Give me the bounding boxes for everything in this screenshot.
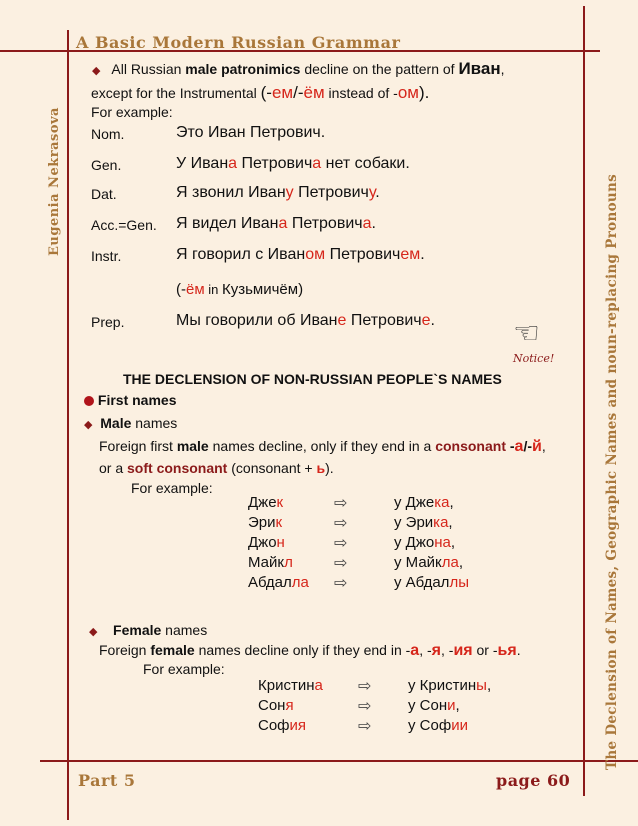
example-name: София — [258, 717, 307, 734]
example-name: Эрик — [248, 514, 283, 531]
round-bullet-icon — [84, 396, 94, 406]
frame-left-line — [67, 30, 69, 820]
example-name: Майкл — [248, 554, 293, 571]
arrow-right-icon: ⇨ — [334, 555, 348, 572]
case-sentence: Это Иван Петрович. — [176, 124, 326, 141]
case-sentence: Я видел Ивана Петровича. — [176, 215, 376, 232]
case-label: Dat. — [91, 186, 117, 202]
case-label: Instr. — [91, 248, 122, 264]
instr-note: (-ём in Кузьмичём) — [176, 281, 304, 298]
example-genitive: у Майкла, — [394, 554, 464, 571]
example-name: Джек — [248, 494, 284, 511]
arrow-right-icon: ⇨ — [334, 515, 348, 532]
arrow-right-icon: ⇨ — [334, 495, 348, 512]
example-genitive: у Джона, — [394, 534, 456, 551]
intro-line-2: except for the Instrumental (-ем/-ём instead of -ом). — [91, 83, 430, 102]
male-desc-line-2: or a soft consonant (consonant + ь). — [99, 460, 334, 476]
example-name: Кристина — [258, 677, 323, 694]
footer-part: Part 5 — [78, 771, 136, 790]
example-name: Джон — [248, 534, 285, 551]
female-example-label: For example: — [143, 661, 225, 677]
pointing-hand-icon: ☜ — [513, 317, 540, 350]
side-author: Eugenia Nekrasova — [47, 107, 62, 256]
male-heading: ◆ Male names — [84, 415, 178, 431]
male-desc-line-1: Foreign first male names decline, only if they end in a consonant -а/-й, — [99, 438, 546, 455]
diamond-bullet-icon: ◆ — [92, 65, 101, 77]
notice-label: Notice! — [513, 352, 555, 365]
intro-line-3: For example: — [91, 104, 173, 120]
diamond-bullet-icon: ◆ — [84, 419, 93, 431]
case-sentence: Я звонил Ивану Петровичу. — [176, 184, 380, 201]
frame-bottom-line — [40, 760, 638, 762]
frame-right-line — [583, 6, 585, 796]
section-title: THE DECLENSION OF NON-RUSSIAN PEOPLE`S NAMES — [123, 371, 502, 387]
example-name: Абдалла — [248, 574, 309, 591]
case-label: Nom. — [91, 126, 125, 142]
case-sentence: Я говорил с Иваном Петровичем. — [176, 246, 425, 263]
side-chapter-title: The Declension of Names, Geographic Names and noun-replacing Pronouns — [604, 174, 620, 770]
arrow-right-icon: ⇨ — [334, 535, 348, 552]
example-genitive: у Эрика, — [394, 514, 453, 531]
header-title: A Basic Modern Russian Grammar — [76, 33, 401, 52]
first-names-heading: First names — [84, 392, 176, 408]
male-example-label: For example: — [131, 480, 213, 496]
female-desc-line: Foreign female names decline only if they end in -а, -я, -ия or -ья. — [99, 642, 521, 659]
example-name: Соня — [258, 697, 294, 714]
intro-line-1: ◆ All Russian male patronimics decline on the pattern of Иван, — [92, 59, 505, 78]
arrow-right-icon: ⇨ — [334, 575, 348, 592]
example-genitive: у Абдаллы — [394, 574, 469, 591]
example-genitive: у Джека, — [394, 494, 454, 511]
diamond-bullet-icon: ◆ — [89, 626, 98, 638]
arrow-right-icon: ⇨ — [358, 718, 372, 735]
example-genitive: у Софии — [408, 717, 468, 734]
footer-page: page 60 — [496, 771, 571, 790]
case-label: Acc.=Gen. — [91, 217, 157, 233]
example-genitive: у Сони, — [408, 697, 460, 714]
case-sentence: Мы говорили об Иване Петровиче. — [176, 312, 435, 329]
case-label: Gen. — [91, 157, 122, 173]
case-label: Prep. — [91, 314, 125, 330]
female-heading: ◆ Female names — [89, 622, 208, 638]
arrow-right-icon: ⇨ — [358, 698, 372, 715]
arrow-right-icon: ⇨ — [358, 678, 372, 695]
example-genitive: у Кристины, — [408, 677, 492, 694]
case-sentence: У Ивана Петровича нет собаки. — [176, 155, 410, 172]
